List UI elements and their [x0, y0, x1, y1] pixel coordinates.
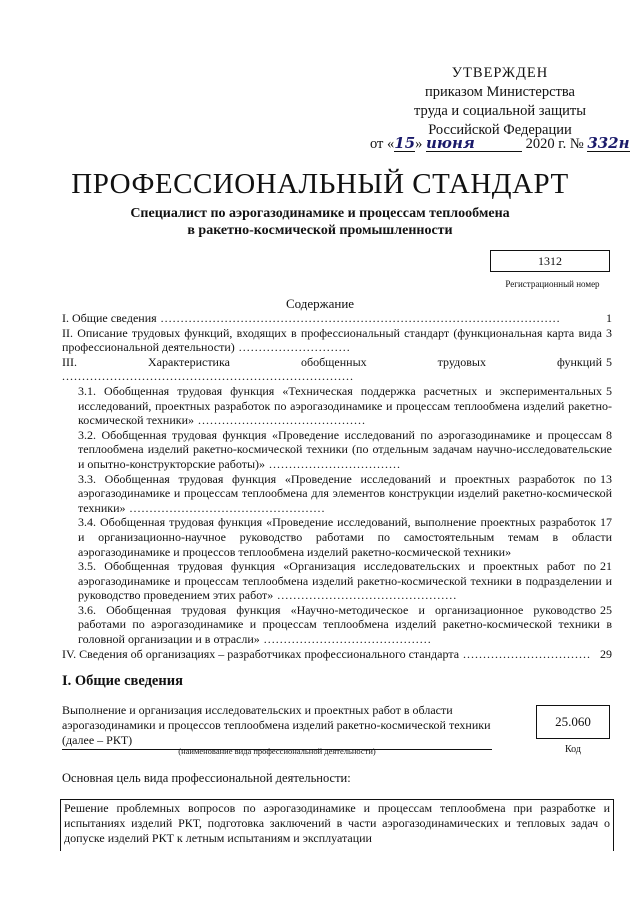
activity-note: (наименование вида профессиональной деятельности): [178, 746, 376, 756]
toc-entry[interactable]: 29 IV. Сведения об организациях – разработчиках профессионального стандарта ................................: [62, 646, 612, 661]
toc-page: 21: [600, 559, 612, 574]
toc-entry[interactable]: 5 III. Характеристика обобщенных трудовых функций .........................................................................: [62, 354, 612, 384]
registration-number: 1312: [490, 250, 610, 272]
goal-text: Решение проблемных вопросов по аэрогазодинамике и процессам теплообмена при разработке и испытаниях изделий РКТ, подготовка заключений в части аэрогазодинамических и тепловых задач о допуске изделий РКТ к летным испытаниям и эксплуатации: [60, 799, 614, 851]
approval-line: Российской Федерации: [428, 122, 572, 138]
toc-entry[interactable]: 8 3.2. Обобщенная трудовая функция «Проведение исследований по аэрогазодинамике и процессам теплообмена изделий ракетно-космической техники (по отдельным задачам научно-исследовательские и опытно-конструкторские работы)» .................................: [78, 427, 612, 471]
section-heading: I. Общие сведения: [62, 673, 183, 689]
toc-entry[interactable]: [62, 515, 612, 559]
code-label: Код: [565, 744, 581, 755]
toc-page: 5: [606, 354, 612, 369]
toc-entry[interactable]: 1 I. Общие сведения ....................................................................................................: [62, 311, 612, 325]
goal-label: Основная цель вида профессиональной деятельности:: [62, 771, 351, 785]
toc-text: 3.4. Обобщенная трудовая функция «Проведение исследований, выполнение проектных разработок и организационно-научное руководство работами по самостоятельным темам в области аэрогазодинамике и процессов теплообмена изделий ракетно-космической техники»: [78, 515, 612, 559]
toc-entry[interactable]: 13 3.3. Обобщенная трудовая функция «Проведение исследований и проектных разработок по аэрогазодинамике и процессам теплообмена для элементов конструкции изделий ракетно-космической техники» .................................................: [78, 471, 612, 515]
activity-code: 25.060: [536, 705, 610, 739]
toc-text: 3.1. Обобщенная трудовая функция «Техническая поддержка расчетных и экспериментальных исследований, проектных разработок по аэрогазодинамике и процессам теплообмена изделий ракетно-космической техники»: [78, 383, 612, 428]
toc-entry[interactable]: 21 3.5. Обобщенная трудовая функция «Организация исследовательских и проектных работ по аэрогазодинамике и процессам теплообмена изделий ракетно-космической техники в подразделении и руководство проведением этих работ» .............................................: [78, 559, 612, 603]
approval-line: УТВЕРЖДЕН: [451, 65, 549, 81]
toc-text: II. Описание трудовых функций, входящих в профессиональный стандарт (функциональная карта вида профессиональной деятельности): [62, 325, 602, 355]
table-of-contents: [62, 311, 612, 661]
toc-text: I. Общие сведения: [62, 311, 157, 325]
date-month: июня: [426, 136, 522, 152]
date-mid: »: [415, 136, 423, 152]
subtitle-line: Специалист по аэрогазодинамике и процессам теплообмена: [130, 206, 510, 221]
toc-page: 5: [606, 383, 612, 398]
toc-text: 3.5. Обобщенная трудовая функция «Организация исследовательских и проектных работ по аэрогазодинамике и процессам теплообмена изделий ракетно-космической техники в подразделении и руководство проведением этих работ»: [78, 559, 612, 603]
toc-page: 8: [606, 427, 612, 442]
toc-heading: Содержание: [285, 296, 355, 311]
subtitle-line: в ракетно-космической промышленности: [187, 223, 453, 238]
approval-block: [370, 64, 630, 140]
toc-text: 3.2. Обобщенная трудовая функция «Проведение исследований по аэрогазодинамике и процессам теплообмена изделий ракетно-космической техники (по отдельным задачам научно-исследовательские и опытно-конструкторские работы)»: [78, 427, 612, 471]
activity-name: Выполнение и организация исследовательских и проектных работ в области аэрогазодинамики и процессов теплообмена изделий ракетно-космической техники (далее – РКТ): [62, 703, 492, 750]
toc-entry[interactable]: 3 II. Описание трудовых функций, входящих в профессиональный стандарт (функциональная карта вида профессиональной деятельности) ............................: [62, 325, 612, 355]
toc-text: III. Характеристика обобщенных трудовых функций: [62, 354, 602, 369]
date-day: 15: [394, 134, 416, 152]
document-subtitle: [0, 205, 640, 239]
toc-page: 29: [600, 646, 612, 661]
order-date-line: [370, 136, 640, 153]
toc-text: 3.6. Обобщенная трудовая функция «Научно-методическое и организационное руководство работами по аэрогазодинамике и процессам теплообмена изделий ракетно-космической техники в головной организации и в отрасли»: [78, 602, 612, 647]
toc-page: 1: [606, 311, 612, 325]
toc-entry[interactable]: 5 3.1. Обобщенная трудовая функция «Техническая поддержка расчетных и экспериментальных исследований, проектных разработок по аэрогазодинамике и процессам теплообмена изделий ракетно-космической техники» ..........................................: [78, 383, 612, 428]
toc-page: 3: [606, 325, 612, 340]
toc-page: 13: [600, 471, 612, 486]
toc-text: IV. Сведения об организациях – разработчиках профессионального стандарта: [62, 646, 460, 661]
toc-text: 3.3. Обобщенная трудовая функция «Проведение исследований и проектных разработок по аэрогазодинамике и процессам теплообмена для элементов конструкции изделий ракетно-космической техники»: [78, 471, 612, 515]
approval-line: приказом Министерства: [425, 84, 575, 100]
registration-label: Регистрационный номер: [505, 279, 600, 289]
date-prefix: от «: [370, 136, 395, 152]
document-title: ПРОФЕССИОНАЛЬНЫЙ СТАНДАРТ: [71, 168, 569, 200]
date-year: 2020 г. №: [525, 136, 584, 152]
toc-entry[interactable]: 25 3.6. Обобщенная трудовая функция «Научно-методическое и организационное руководство работами по аэрогазодинамике и процессам теплообмена изделий ракетно-космической техники в головной организации и в отрасли» ..........................................: [78, 602, 612, 647]
approval-line: труда и социальной защиты: [414, 103, 586, 119]
toc-page: 17: [600, 515, 612, 530]
order-number: 332н: [587, 134, 630, 152]
toc-page: 25: [600, 602, 612, 617]
